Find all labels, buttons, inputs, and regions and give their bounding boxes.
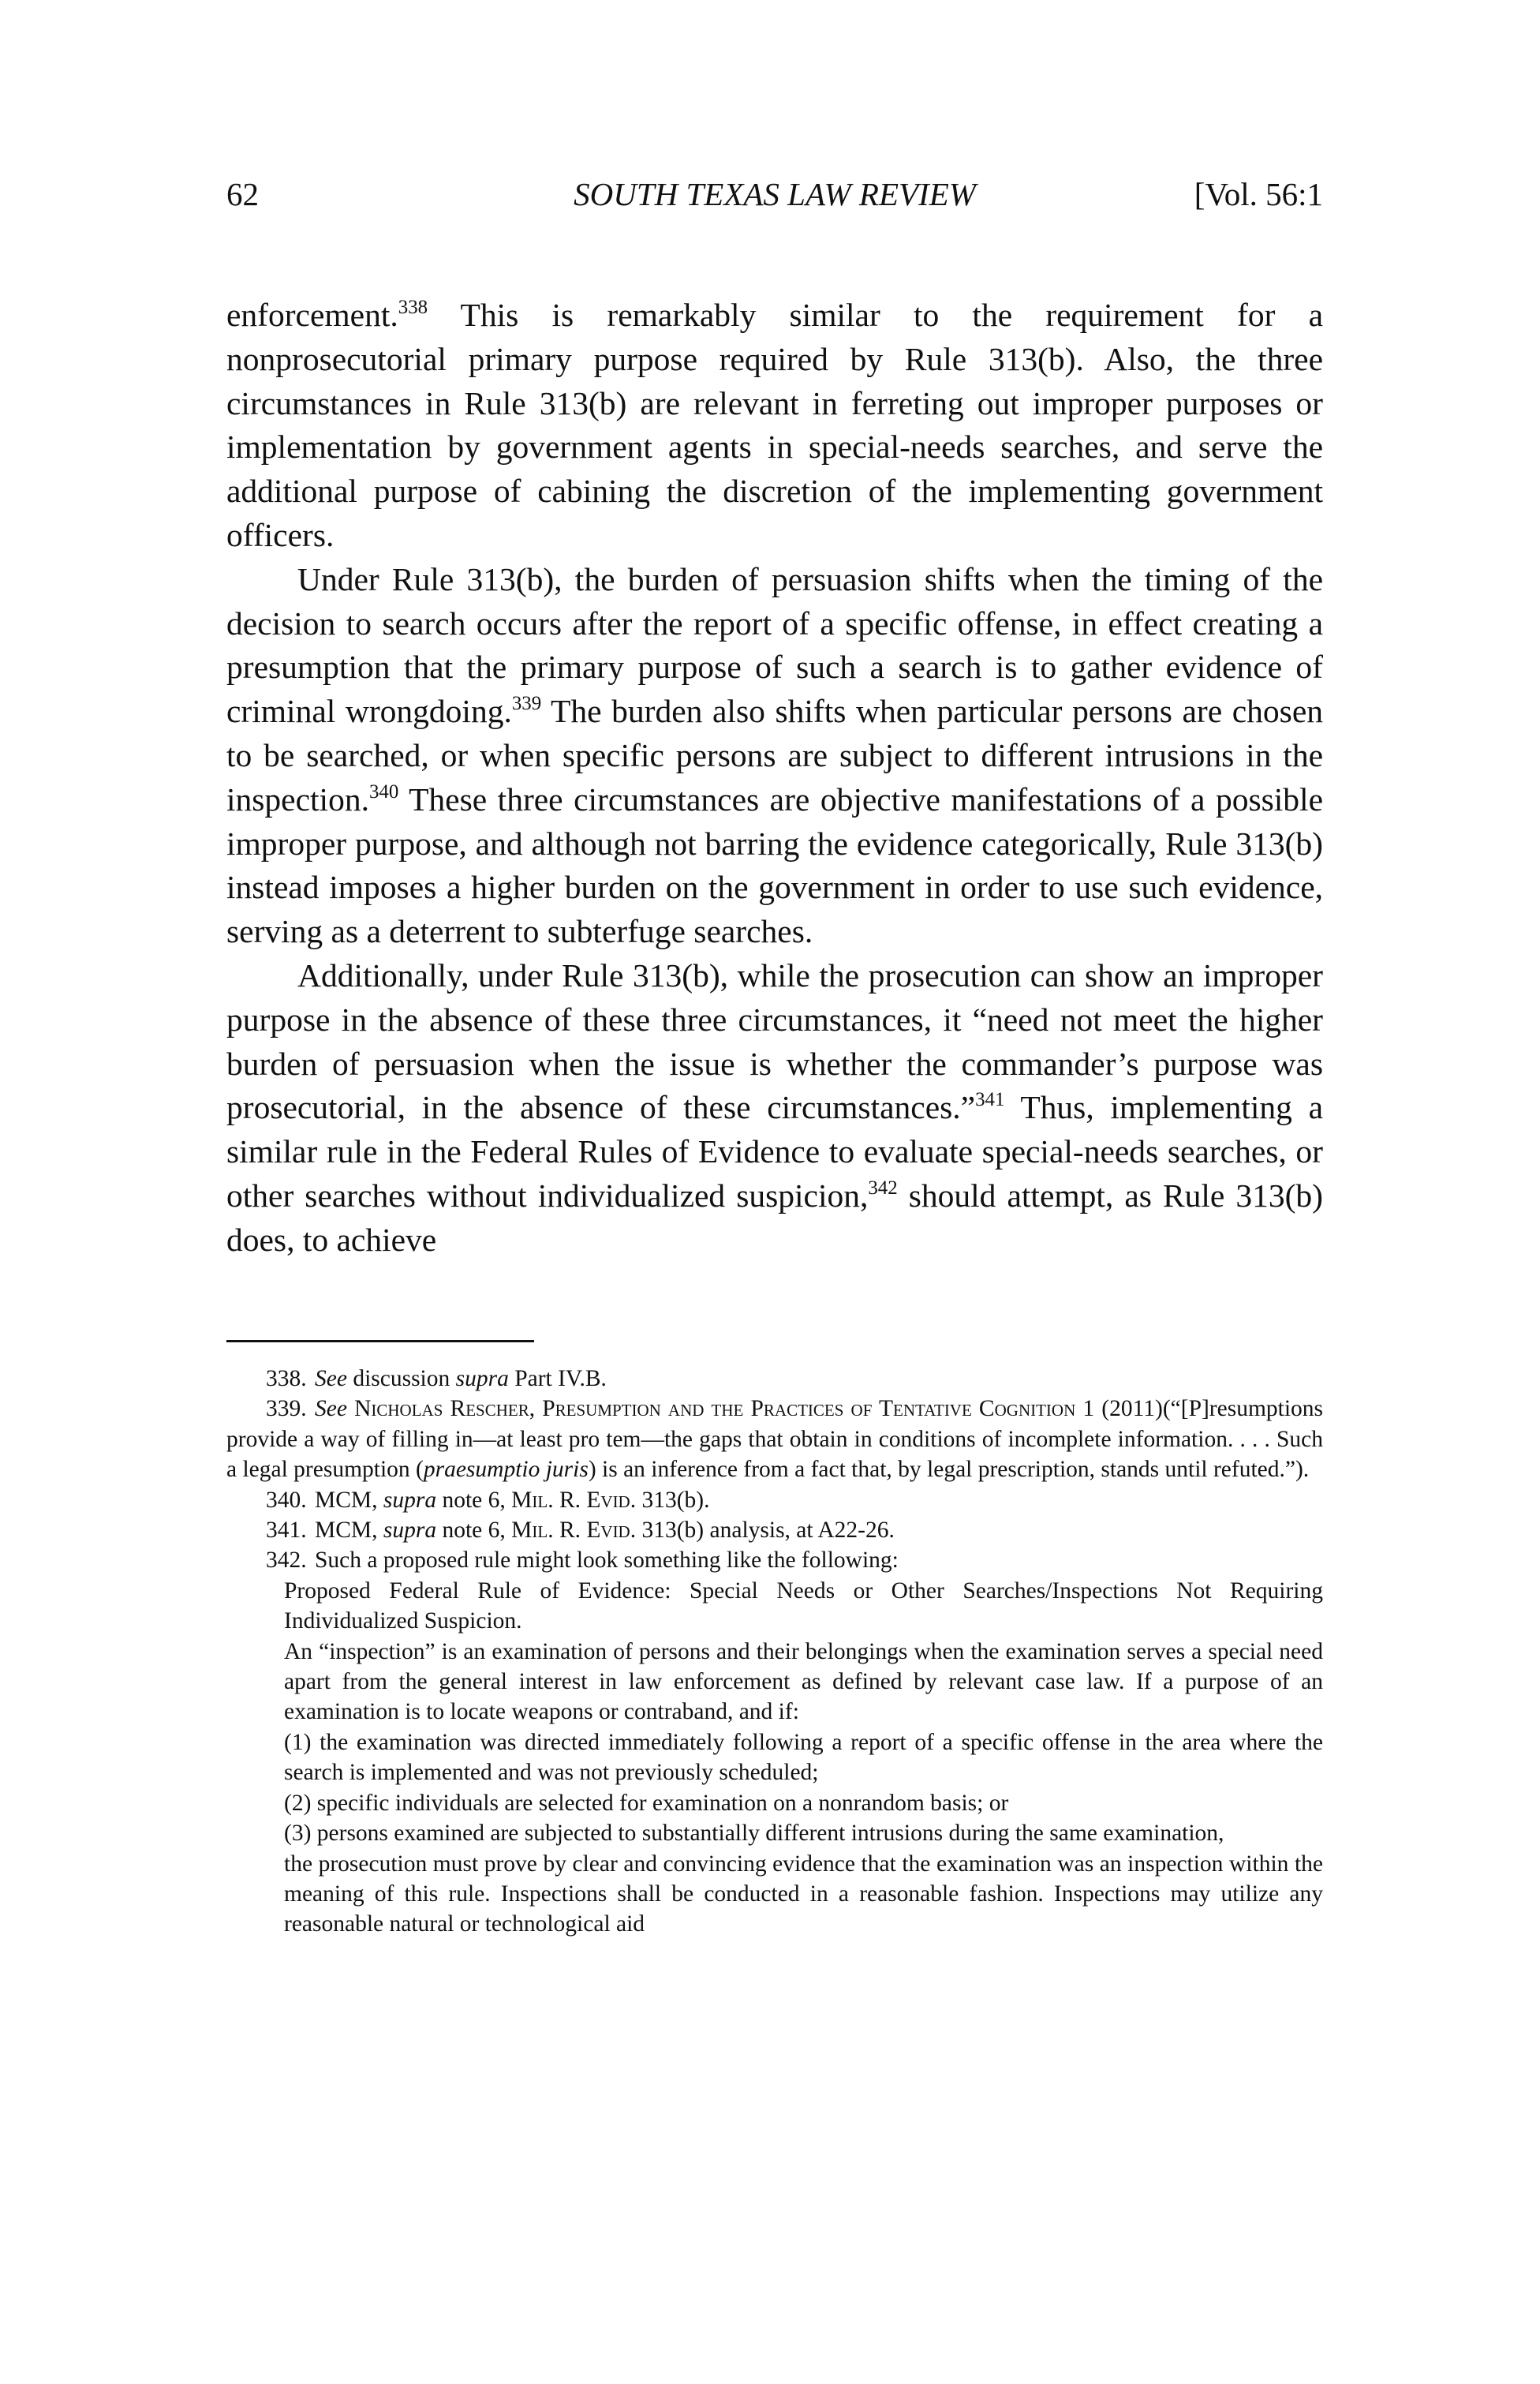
footnote-divider xyxy=(226,1340,534,1342)
footnotes xyxy=(226,1364,1323,1940)
footnote-342: 342. Such a proposed rule might look something like the following: xyxy=(226,1545,1323,1575)
footnote-ref-340: 340 xyxy=(368,780,399,803)
body-paragraph-3: Additionally, under Rule 313(b), while the prosecution can show an improper purpose in the absence of these three circumstances, it “need not meet the higher burden of persuasion when the issue is whether the commander’s purpose was prosecutorial, in the absence of these circumstances.”$^{341}$ Thus, implementing a similar rule in the Federal Rules of Evidence to evaluate special-needs searches, or other searches without individualized suspicion,$^{342}$ should attempt, as Rule 313(b) does, to achieve xyxy=(226,956,1323,1258)
footnote-ref-342: 342 xyxy=(868,1177,898,1199)
running-head xyxy=(226,170,1323,218)
footnote-339: 339. See Nicholas Rescher, Presumption and the Practices of Tentative Cognition 1 (2011)(“[P]resumptions provide a way of filling in—at least pro tem—the gaps that obtain in conditions of incomplete information. . . . Such a legal presumption (praesumptio juris) is an inference from a fact that, by legal prescription, stands until refuted.”). xyxy=(226,1394,1323,1484)
footnote-338: 338. See discussion supra Part IV.B. xyxy=(226,1364,1323,1394)
page-number: 62 xyxy=(226,176,259,212)
footnote-number: 341. xyxy=(266,1518,307,1544)
footnote-number: 342. xyxy=(266,1548,307,1574)
footnote-ref-339: 339 xyxy=(511,693,542,714)
footnote-number: 340. xyxy=(266,1487,307,1513)
journal-title: SOUTH TEXAS LAW REVIEW xyxy=(574,176,976,212)
proposed-rule-item-3: (3) persons examined are subjected to substantially different intrusions during the same examination, xyxy=(284,1821,1224,1847)
proposed-rule-definition: An “inspection” is an examination of persons and their belongings when the examination serves a special need apart from the general interest in law enforcement as defined by relevant case law. If a purpose of an examination is to locate weapons or contraband, and if: xyxy=(284,1638,1323,1725)
body-paragraph-1: enforcement.$^{338}$ This is remarkably similar to the requirement for a nonprosecutorial primary purpose required by Rule 313(b). Also, the three circumstances in Rule 313(b) are relevant in ferreting out improper purposes or implementation by government agents in special-needs searches, and serve the additional purpose of cabining the discretion of the implementing government officers. xyxy=(226,296,1323,553)
volume-label: [Vol. 56:1 xyxy=(1194,176,1323,212)
footnote-number: 339. xyxy=(266,1396,307,1422)
body-paragraph-2: Under Rule 313(b), the burden of persuasion shifts when the timing of the decision to search occurs after the report of a specific offense, in effect creating a presumption that the primary purpose of such a search is to gather evidence of criminal wrongdoing.$^{339}$ The burden also shifts when particular persons are chosen to be searched, or when specific persons are subject to different intrusions in the inspection.$^{340}$ These three circumstances are objective manifestations of a possible improper purpose, and although not barring the evidence categorically, Rule 313(b) instead imposes a higher burden on the government in order to use such evidence, serving as a deterrent to subterfuge searches. xyxy=(226,560,1323,950)
proposed-rule-title: Proposed Federal Rule of Evidence: Special Needs or Other Searches/Inspections Not Requiring Individualized Suspicion. xyxy=(284,1577,1323,1634)
footnote-ref-338: 338 xyxy=(398,296,428,318)
footnote-340: 340. MCM, supra note 6, Mil. R. Evid. 313(b). xyxy=(226,1485,1323,1515)
body-text xyxy=(226,294,1323,1263)
proposed-rule-item-2: (2) specific individuals are selected for examination on a nonrandom basis; or xyxy=(284,1790,1009,1816)
proposed-rule-conclusion: the prosecution must prove by clear and convincing evidence that the examination was an inspection within the meaning of this rule. Inspections shall be conducted in a reasonable fashion. Inspections may utilize any reasonable natural or technological aid xyxy=(284,1851,1323,1937)
proposed-rule-item-1: (1) the examination was directed immediately following a report of a specific offense in the area where the search is implemented and was not previously scheduled; xyxy=(284,1729,1323,1786)
footnote-number: 338. xyxy=(266,1366,307,1391)
footnote-ref-341: 341 xyxy=(975,1089,1005,1111)
footnote-341: 341. MCM, supra note 6, Mil. R. Evid. 313(b) analysis, at A22-26. xyxy=(226,1515,1323,1545)
